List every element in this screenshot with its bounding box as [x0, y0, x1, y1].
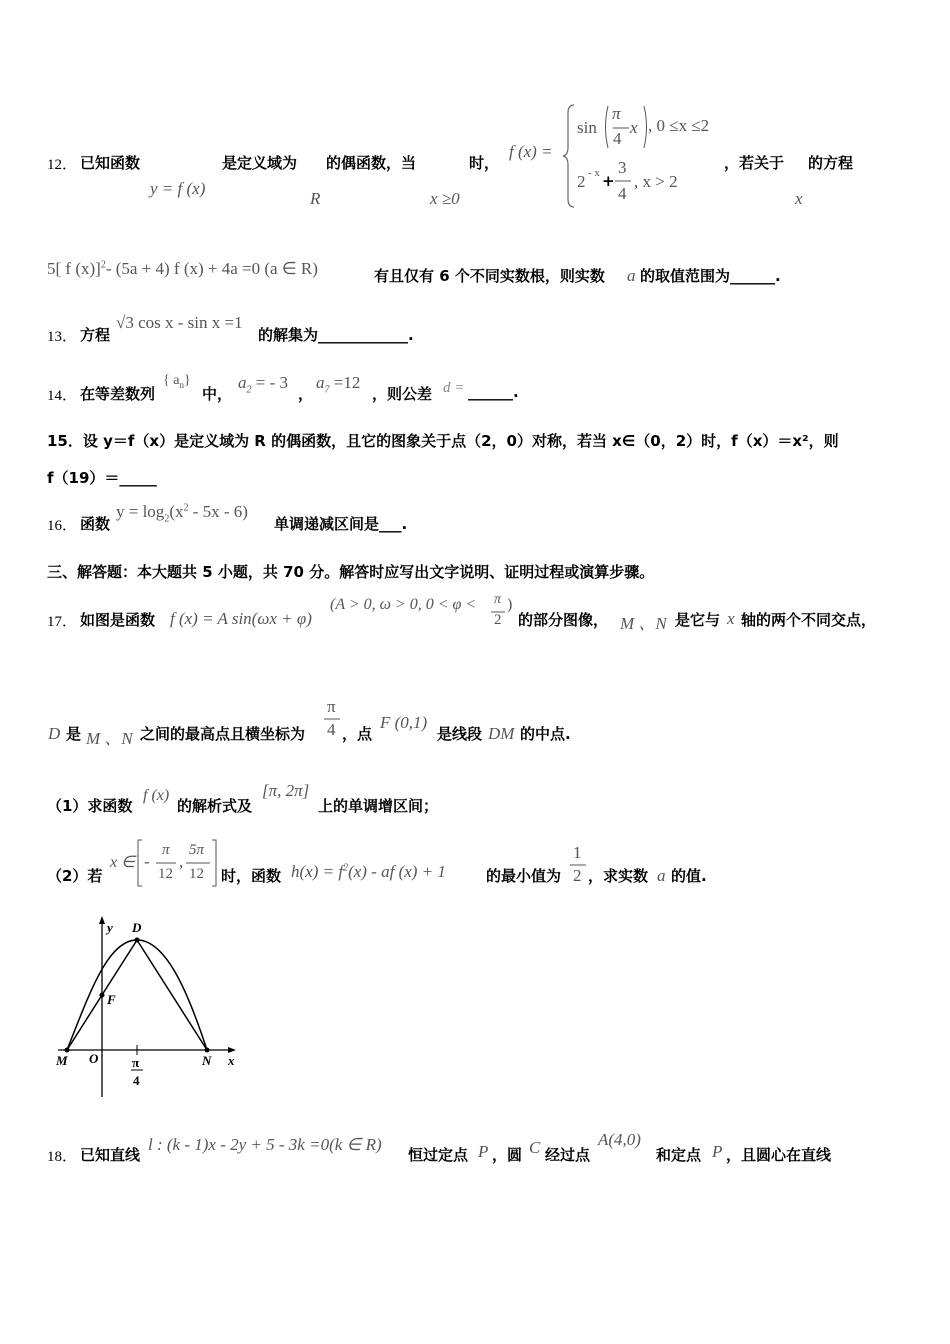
q17-part2-12b: 12: [189, 866, 204, 882]
q17-part2-h: $h(x) = f^2(x)$ - af (x) + 1: [291, 862, 446, 881]
q14-sequence: { $a_n$}: [163, 373, 191, 390]
q17-text-8: 是线段: [437, 725, 483, 743]
q17-text-1: 如图是函数: [80, 611, 156, 629]
graph-point-F: [100, 993, 105, 998]
graph-label-F: F: [107, 992, 116, 1007]
q18-number: 18．: [47, 1149, 78, 1165]
q17-part2-x-in: x ∈: [110, 854, 136, 871]
q17-MN2: M 、N: [86, 729, 133, 748]
q13-text-1: 方程: [80, 326, 111, 344]
q12-case1-cond: , 0 ≤x ≤2: [648, 116, 710, 135]
q14-a7: $a_7 =12$: [316, 373, 361, 396]
q12-case2-cond: , x > 2: [634, 172, 678, 191]
q14-text-1: 在等差数列: [80, 385, 156, 403]
q12-text-7: 有且仅有 6 个不同实数根，则实数: [374, 267, 605, 285]
q18-P: P: [478, 1142, 489, 1161]
q14-text-4: ，则公差: [372, 385, 433, 403]
q14-text-5: ______.: [468, 383, 519, 401]
q17-F: F (0,1): [380, 713, 428, 732]
graph-label-y: y: [107, 920, 113, 935]
q12-case1-4: 4: [613, 129, 622, 148]
q17-part2-text-e: 的值.: [671, 867, 707, 885]
graph-label-M: M: [56, 1053, 68, 1068]
q14-text-3: ，: [298, 385, 314, 403]
q12-case1-paren: [602, 104, 650, 150]
q17-part2-text-a: （2）若: [47, 867, 103, 885]
q17-text-2: 的部分图像，: [518, 611, 609, 629]
q15-line1: 15．设 y＝f（x）是定义域为 R 的偶函数，且它的图象关于点（2，0）对称，若当 x∈（0，2）时，f（x）＝x²，则: [47, 432, 839, 450]
q17-text-6: 之间的最高点且横坐标为: [140, 725, 306, 743]
graph-point-D: [135, 938, 140, 943]
q17-part2-2: 2: [573, 866, 582, 885]
q18-text-2: 恒过定点: [408, 1146, 469, 1164]
q12-text-2: 是定义域为: [222, 154, 298, 172]
q12-text-6: 的方程: [808, 154, 854, 172]
q16-text-1: 函数: [80, 515, 111, 533]
graph-point-M: [65, 1048, 70, 1053]
q17-part2-a: a: [657, 866, 666, 885]
q12-x: x: [795, 189, 803, 208]
q17-text-3: 是它与: [675, 611, 721, 629]
q17-part2-comma: ,: [179, 852, 184, 871]
q12-case1-pi: π: [612, 104, 621, 123]
q18-text-6: ，且圆心在直线: [726, 1146, 832, 1164]
q17-part2-text-d: ，求实数: [588, 867, 649, 885]
q12-case2-exponent: - x: [588, 167, 600, 179]
q12-case2-3: 3: [618, 158, 627, 177]
q17-pi: π: [327, 697, 336, 716]
q18-C: C: [529, 1138, 541, 1157]
q17-fx: f (x) = A sin(ωx + φ): [170, 609, 312, 628]
q12-case2-base: 2: [577, 172, 586, 191]
q17-number: 17．: [47, 614, 78, 630]
q17-part1-fx: f (x): [143, 787, 170, 804]
q16-text-2: 单调递减区间是___.: [274, 515, 408, 533]
q17-cond: (A > 0, ω > 0, 0 < φ <: [330, 596, 477, 613]
q14-number: 14．: [47, 388, 78, 404]
q12-equation: 5[ f (x)]$^2$- (5a + 4) f (x) + 4a =0 (a ∈ R): [47, 259, 318, 278]
q18-P2: P: [712, 1142, 723, 1161]
q18-text-4: 经过点: [545, 1146, 591, 1164]
q12-yfx: y = f (x): [150, 179, 206, 198]
q17-part1-text-b: 的解析式及: [177, 797, 253, 815]
q17-x: x: [727, 609, 735, 628]
graph-y-arrow: [99, 916, 105, 924]
q17-part2-12: 12: [158, 866, 173, 882]
q17-part2-1: 1: [573, 843, 582, 862]
q18-text-3: ，圆: [492, 1146, 523, 1164]
q13-text-2: 的解集为____________.: [258, 326, 414, 344]
graph-label-O: O: [89, 1051, 99, 1066]
q17-text-7: ，点: [342, 725, 373, 743]
q12-a: a: [627, 266, 636, 285]
q17-text-5: 是: [66, 725, 82, 743]
graph-label-D: D: [132, 920, 142, 935]
q17-DM: DM: [488, 724, 515, 743]
graph-curve: [67, 940, 207, 1050]
q12-text-1: 已知函数: [80, 154, 141, 172]
q17-part2-pi: π: [162, 842, 170, 858]
q18-A: A(4,0): [598, 1130, 641, 1149]
q17-cond-pi: π: [494, 592, 502, 607]
graph-label-x: x: [228, 1053, 235, 1068]
q17-cond-end: ): [507, 596, 513, 613]
q15-line2: f（19）＝_____: [47, 469, 157, 487]
q14-a2: $a_2$ = - 3: [238, 373, 288, 396]
graph-point-N: [205, 1048, 210, 1053]
q12-case2-4: 4: [618, 184, 627, 203]
section-3-heading: 三、解答题：本大题共 5 小题，共 70 分。解答时应写出文字说明、证明过程或演算步骤。: [47, 563, 655, 581]
q17-part2-text-c: 的最小值为: [486, 867, 562, 885]
q12-text-4: 时，: [469, 154, 500, 172]
q16-expr: $y = \log_2(x^2 - 5x - 6)$: [116, 502, 248, 525]
graph-segment-DN: [137, 940, 207, 1050]
q18-line-eq: l : (k - 1)x - 2y + 5 - 3k =0(k ∈ R): [148, 1135, 382, 1154]
q12-fx: f (x) =: [509, 142, 553, 161]
q12-text-8: 的取值范围为______.: [640, 267, 781, 285]
q18-text-1: 已知直线: [80, 1146, 141, 1164]
q18-text-5: 和定点: [656, 1146, 702, 1164]
q17-text-4: 轴的两个不同交点，: [741, 611, 877, 629]
q14-text-2: 中，: [202, 385, 233, 403]
graph-label-four: 4: [133, 1073, 140, 1088]
q17-graph: [50, 912, 250, 1102]
q17-D: D: [48, 724, 61, 743]
graph-label-N: N: [202, 1053, 212, 1068]
q12-number: 12．: [47, 157, 78, 173]
q12-case2-fracbar: [615, 180, 631, 182]
q17-four: 4: [327, 720, 336, 739]
q17-part2-neg: -: [144, 852, 150, 871]
q17-cond-2: 2: [494, 612, 502, 628]
q14-d: d =: [443, 380, 465, 396]
q12-text-3: 的偶函数，当: [326, 154, 417, 172]
q17-part2-5pi: 5π: [189, 842, 205, 858]
q17-part1-text-c: 上的单调增区间；: [318, 797, 439, 815]
q12-R: R: [310, 189, 321, 208]
piecewise-brace: [562, 103, 576, 209]
q12-case1-x: x: [630, 118, 638, 137]
q12-case1-sin: sin: [577, 118, 597, 137]
q13-number: 13．: [47, 329, 78, 345]
q12-x-ge-0: x ≥0: [430, 189, 460, 208]
q17-part2-text-b: 时，函数: [221, 867, 282, 885]
q12-text-5: ，若关于: [724, 154, 785, 172]
q12-case2-plus: +: [602, 172, 615, 190]
q17-part1-text-a: （1）求函数: [47, 797, 133, 815]
q17-MN: M 、N: [620, 614, 667, 633]
graph-label-pi: π: [132, 1055, 140, 1070]
q17-part1-interval: [π, 2π]: [262, 781, 310, 800]
q13-expr: √3 cos x - sin x =1: [116, 313, 243, 332]
q17-text-9: 的中点.: [520, 725, 571, 743]
q16-number: 16．: [47, 518, 78, 534]
